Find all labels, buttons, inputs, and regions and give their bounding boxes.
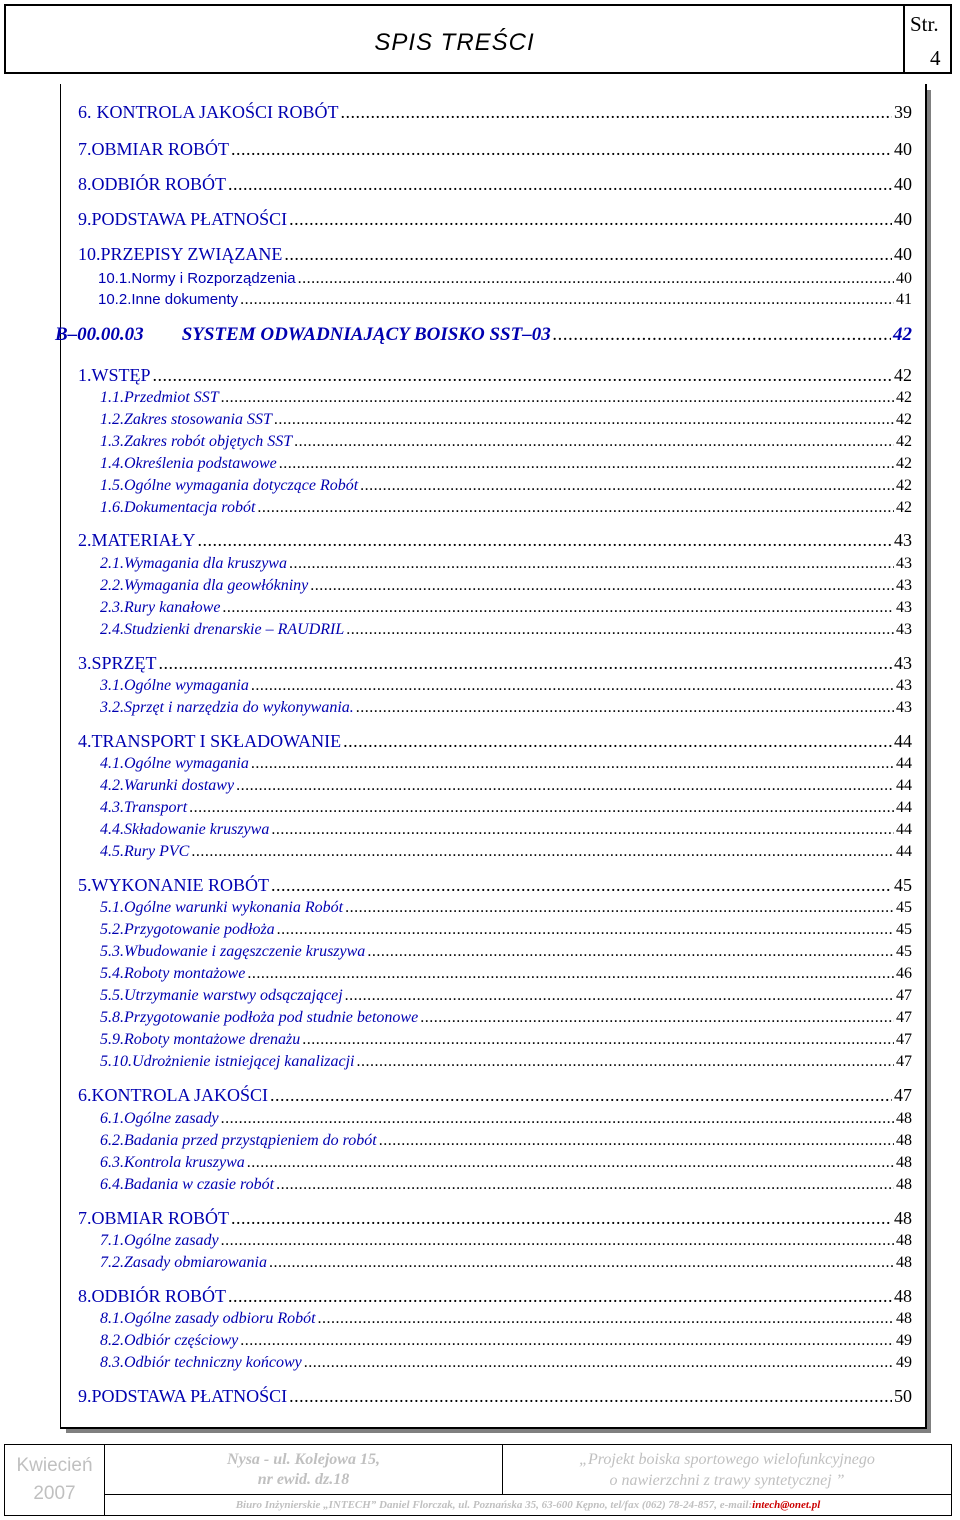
- toc-entry[interactable]: 4.4. Składowanie kruszywa ..... 44: [100, 821, 912, 839]
- toc-entry[interactable]: 5.10. Udrożnienie istniejącej kanalizacji ..... 47: [100, 1053, 912, 1071]
- page-footer: [4, 1444, 952, 1516]
- toc-entry[interactable]: 5.8. Przygotowanie podłoża pod studnie betonowe ..... 47: [100, 1009, 912, 1027]
- toc-entry[interactable]: 8.3. Odbiór techniczny końcowy ..... 49: [100, 1354, 912, 1372]
- toc-entry[interactable]: 1.4. Określenia podstawowe ..... 42: [100, 455, 912, 473]
- toc-entry[interactable]: 1.2. Zakres stosowania SST ..... 42: [100, 411, 912, 429]
- toc-entry[interactable]: 4.1. Ogólne wymagania ..... 44: [100, 755, 912, 773]
- toc-entry[interactable]: 4. TRANSPORT I SKŁADOWANIE ..... 44: [78, 731, 912, 752]
- toc-entry[interactable]: 1. WSTĘP ..... 42: [78, 365, 912, 386]
- toc-entry[interactable]: 5.4. Roboty montażowe ..... 46: [100, 965, 912, 983]
- toc-entry[interactable]: 8. ODBIÓR ROBÓT ..... 40: [78, 174, 912, 195]
- footer-company: [105, 1495, 951, 1515]
- toc-entry[interactable]: 5.2. Przygotowanie podłoża ..... 45: [100, 921, 912, 939]
- toc-entry[interactable]: 9. PODSTAWA PŁATNOŚCI ..... 50: [78, 1386, 912, 1407]
- toc-entry[interactable]: 5.3. Wbudowanie i zagęszczenie kruszywa ..... 45: [100, 943, 912, 961]
- footer-project-line2: o nawierzchni z trawy syntetycznej ”: [609, 1471, 845, 1489]
- toc-entry[interactable]: 8. ODBIÓR ROBÓT ..... 48: [78, 1286, 912, 1307]
- footer-project: [503, 1445, 951, 1494]
- footer-address-line1: Nysa - ul. Kolejowa 15,: [227, 1450, 380, 1468]
- toc-part-entry[interactable]: B–00.00.03 SYSTEM ODWADNIAJĄCY BOISKO SST–03 ..... 42: [55, 324, 912, 346]
- page-number: 4: [930, 46, 941, 70]
- toc-entry[interactable]: 1.3. Zakres robót objętych SST ..... 42: [100, 433, 912, 451]
- toc-entry[interactable]: 8.1. Ogólne zasady odbioru Robót ..... 48: [100, 1310, 912, 1328]
- toc-entry[interactable]: 4.3. Transport ..... 44: [100, 799, 912, 817]
- toc-entry[interactable]: 4.5. Rury PVC ..... 44: [100, 843, 912, 861]
- toc-entry[interactable]: 3. SPRZĘT ..... 43: [78, 653, 912, 674]
- toc-entry[interactable]: 7. OBMIAR ROBÓT ..... 48: [78, 1208, 912, 1229]
- toc-entry[interactable]: 5.9. Roboty montażowe drenażu ..... 47: [100, 1031, 912, 1049]
- toc-entry[interactable]: 10.1. Normy i Rozporządzenia ..... 40: [98, 270, 912, 288]
- toc-entry[interactable]: 6. KONTROLA JAKOŚCI ROBÓT ..... 39: [78, 102, 912, 123]
- toc-entry[interactable]: 8.2. Odbiór częściowy ..... 49: [100, 1332, 912, 1350]
- str-label: Str.: [910, 12, 939, 36]
- footer-address: [105, 1445, 503, 1494]
- footer-address-line2: nr ewid. dz.18: [257, 1470, 350, 1488]
- footer-date: [5, 1445, 105, 1515]
- toc-entry[interactable]: 2.2. Wymagania dla geowłókniny ..... 43: [100, 577, 912, 595]
- page-title: SPIS TREŚCI: [374, 29, 535, 56]
- toc-entry[interactable]: 2.3. Rury kanałowe ..... 43: [100, 599, 912, 617]
- toc-entry[interactable]: 1.5. Ogólne wymagania dotyczące Robót ..... 42: [100, 477, 912, 495]
- toc-entry[interactable]: 3.1. Ogólne wymagania ..... 43: [100, 677, 912, 695]
- footer-date-month: Kwiecień: [16, 1455, 93, 1476]
- toc-entry[interactable]: 9. PODSTAWA PŁATNOŚCI ..... 40: [78, 209, 912, 230]
- toc-entry[interactable]: 6.3. Kontrola kruszywa ..... 48: [100, 1154, 912, 1172]
- toc-entry[interactable]: 5.5. Utrzymanie warstwy odsączającej ..... 47: [100, 987, 912, 1005]
- toc-entry[interactable]: 6. KONTROLA JAKOŚCI ..... 47: [78, 1085, 912, 1106]
- toc-entry[interactable]: 2. MATERIAŁY ..... 43: [78, 530, 912, 551]
- footer-company-text: Biuro Inżynierskie „INTECH” Daniel Florczak, ul. Poznańska 35, 63-600 Kępno, tel/fax (062) 78-24-857, e-mail:: [235, 1499, 753, 1511]
- toc-entry[interactable]: 3.2. Sprzęt i narzędzia do wykonywania. ..... 43: [100, 699, 912, 717]
- toc-entry[interactable]: 2.4. Studzienki drenarskie – RAUDRIL ..... 43: [100, 621, 912, 639]
- toc-entry[interactable]: 5. WYKONANIE ROBÓT ..... 45: [78, 875, 912, 896]
- footer-date-year: 2007: [33, 1483, 76, 1504]
- toc-entry[interactable]: 1.6. Dokumentacja robót ..... 42: [100, 499, 912, 517]
- footer-project-line1: „Projekt boiska sportowego wielofunkcyjnego: [579, 1450, 875, 1468]
- toc-entry[interactable]: 4.2. Warunki dostawy ..... 44: [100, 777, 912, 795]
- toc-entry[interactable]: 5.1. Ogólne warunki wykonania Robót ..... 45: [100, 899, 912, 917]
- toc-entry[interactable]: 2.1. Wymagania dla kruszywa ..... 43: [100, 555, 912, 573]
- toc-entry[interactable]: 10.2. Inne dokumenty ..... 41: [98, 291, 912, 309]
- toc-entry[interactable]: 6.4. Badania w czasie robót ..... 48: [100, 1176, 912, 1194]
- toc-entry[interactable]: 7.2. Zasady obmiarowania ..... 48: [100, 1254, 912, 1272]
- toc-entry[interactable]: 6.2. Badania przed przystąpieniem do robót ..... 48: [100, 1132, 912, 1150]
- footer-email-link[interactable]: intech@onet.pl: [752, 1499, 821, 1511]
- toc-entry[interactable]: 7.1. Ogólne zasady ..... 48: [100, 1232, 912, 1250]
- toc-entry[interactable]: 10. PRZEPISY ZWIĄZANE ..... 40: [78, 244, 912, 265]
- toc-entry[interactable]: 1.1. Przedmiot SST ..... 42: [100, 389, 912, 407]
- toc-entry[interactable]: 6.1. Ogólne zasady ..... 48: [100, 1110, 912, 1128]
- toc-entry[interactable]: 7. OBMIAR ROBÓT ..... 40: [78, 139, 912, 160]
